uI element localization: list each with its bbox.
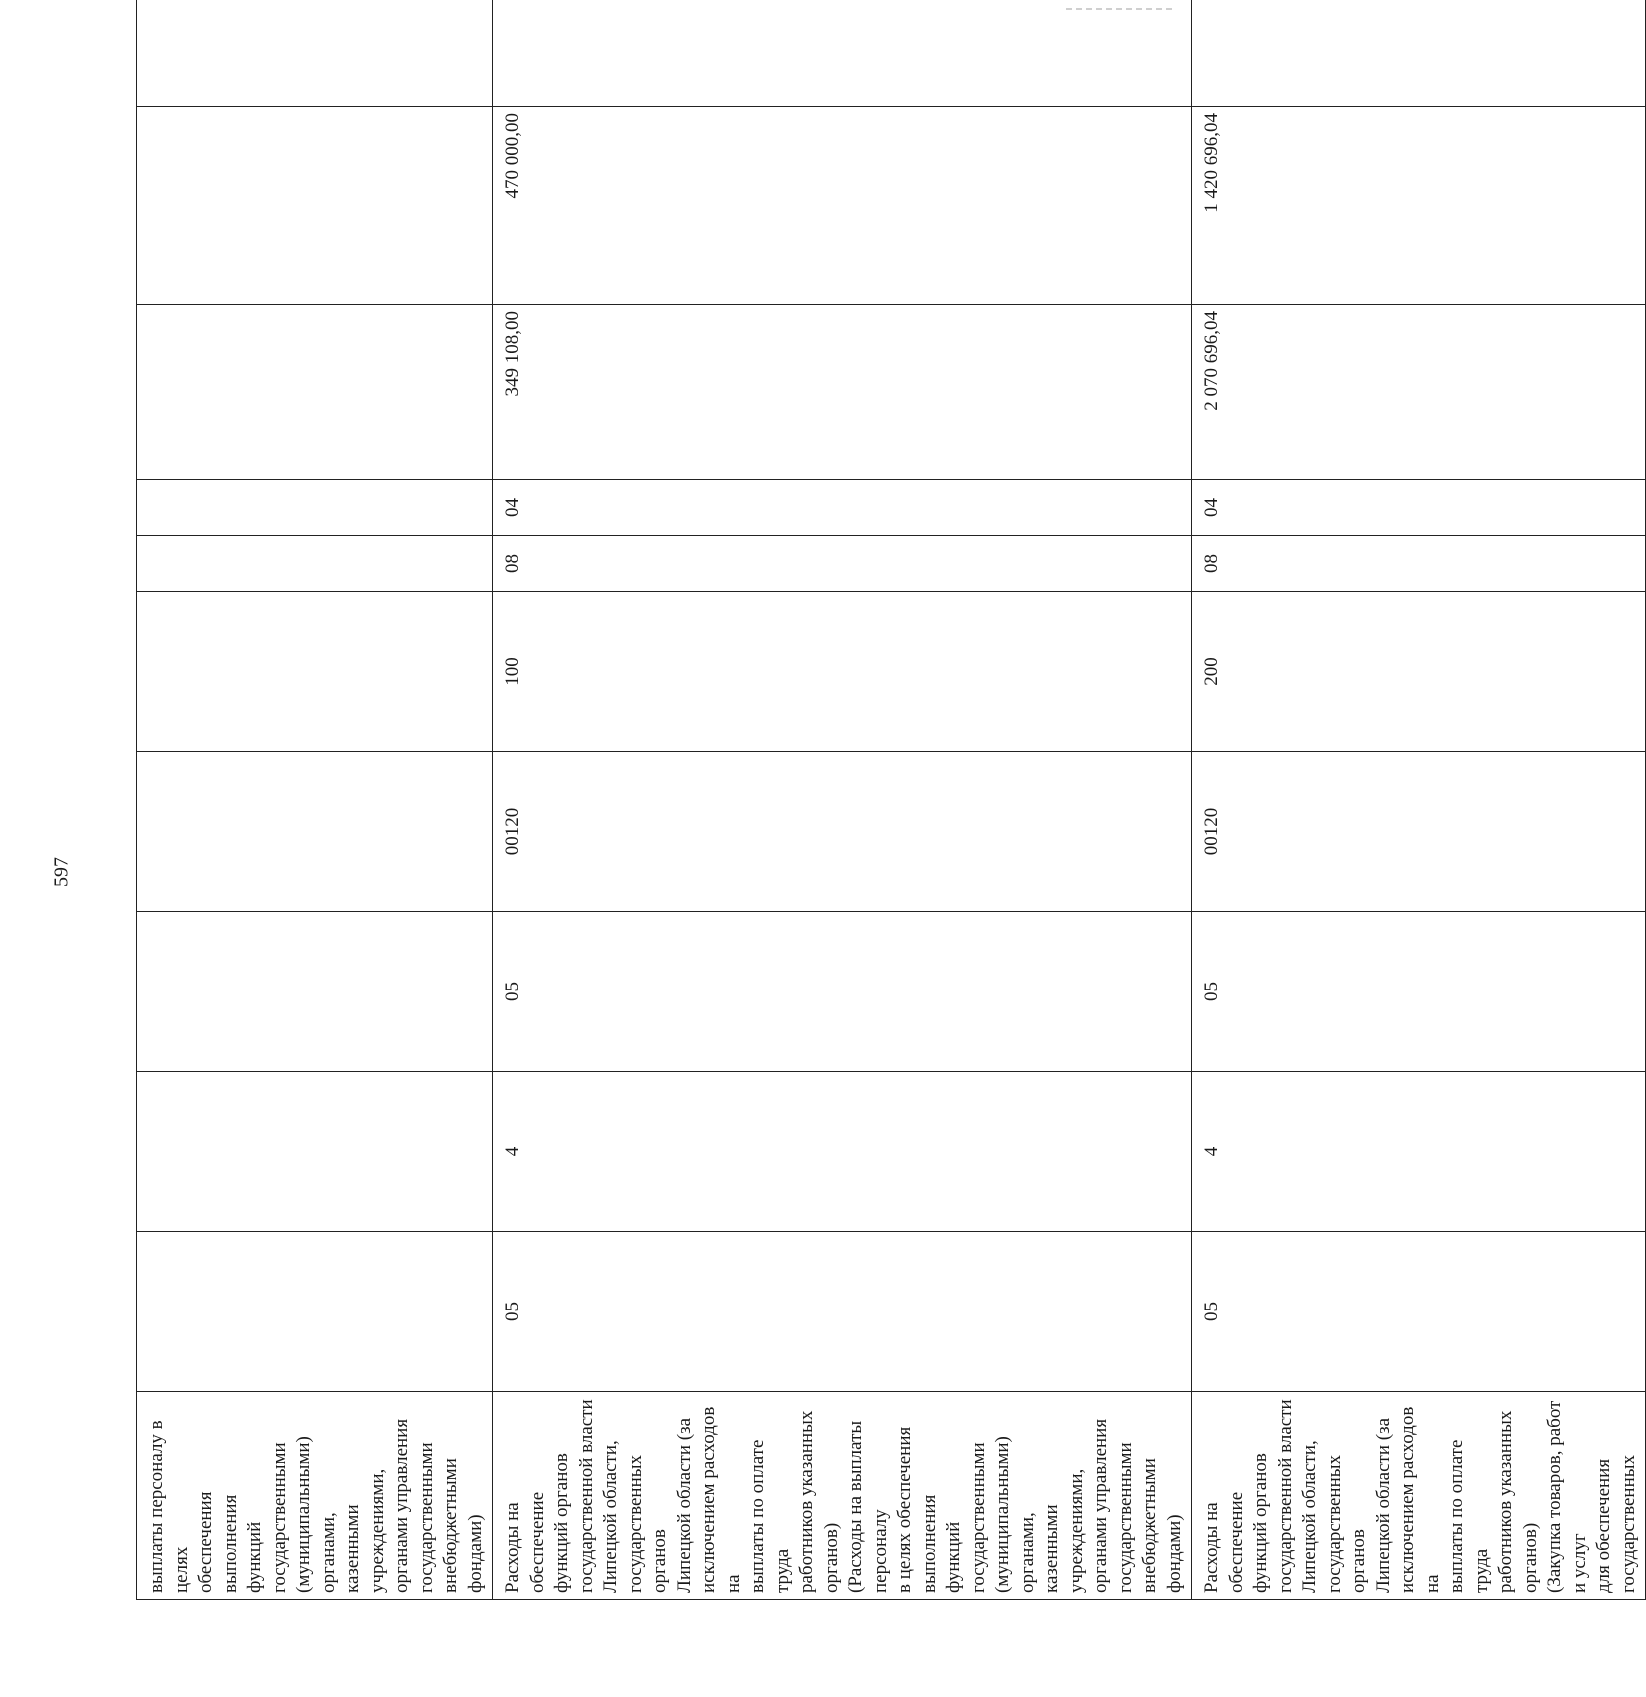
cell-amount-3: [1192, 0, 1646, 107]
cell-code-7: 04: [493, 480, 1192, 536]
cell-amount-1: 349 108,00: [493, 305, 1192, 480]
cell-amount-3: [137, 0, 493, 107]
cell-code-4: 00120: [1192, 752, 1646, 912]
cell-amount-2: 1 420 696,04: [1192, 107, 1646, 305]
cell-amount-1: 2 070 696,04: [1192, 305, 1646, 480]
table-row: [1192, 0, 1646, 1600]
cell-code-7: 04: [1192, 480, 1646, 536]
rotated-table-container: [136, 70, 1639, 1600]
row-description: [137, 1392, 493, 1600]
cell-code-3: [137, 912, 493, 1072]
cell-code-1: 05: [493, 1232, 1192, 1392]
cell-code-2: [137, 1072, 493, 1232]
table-row: [137, 0, 493, 1600]
cell-amount-2: [137, 107, 493, 305]
cell-code-7: [137, 480, 493, 536]
cell-code-5: 200: [1192, 592, 1646, 752]
cell-amount-3: [493, 0, 1192, 107]
budget-table: [136, 0, 1646, 1600]
cell-code-6: 08: [493, 536, 1192, 592]
cell-amount-2: 470 000,00: [493, 107, 1192, 305]
row-description: [1192, 1392, 1646, 1600]
cell-code-2: 4: [493, 1072, 1192, 1232]
cell-code-6: 08: [1192, 536, 1646, 592]
cell-code-5: 100: [493, 592, 1192, 752]
table-row: [493, 0, 1192, 1600]
cell-code-4: 00120: [493, 752, 1192, 912]
cell-code-4: [137, 752, 493, 912]
cell-code-1: [137, 1232, 493, 1392]
row-description: [493, 1392, 1192, 1600]
cell-amount-1: [137, 305, 493, 480]
row-description-text: выплаты персоналу в целях обеспечения выполнения функций государственными (муниципальными) органами, казенными учреждениями, органами управления государственными внебюджетными фондами): [146, 1418, 486, 1593]
row-description-text: Расходы на обеспечение функций органов государственной власти Липецкой области, государственных органов Липецкой области (за исключением расходов на выплаты по оплате труда работников указанных органов) (Расходы на выплаты персоналу в целях обеспечения выполнения функций государственными (муниципальными) органами, казенными учреждениями, органами управления государственными внебюджетными фондами): [502, 1399, 1185, 1593]
cell-code-5: [137, 592, 493, 752]
cell-code-6: [137, 536, 493, 592]
cell-code-1: 05: [1192, 1232, 1646, 1392]
page-number: 597: [50, 857, 73, 887]
row-description-text: Расходы на обеспечение функций органов государственной власти Липецкой области, государственных органов Липецкой области (за исключением расходов на выплаты по оплате труда работников указанных органов) (Закупка товаров, работ и услуг для обеспечения государственных: [1201, 1399, 1639, 1593]
cell-code-3: 05: [493, 912, 1192, 1072]
cell-code-2: 4: [1192, 1072, 1646, 1232]
table-frame: [136, 70, 1639, 1600]
cell-code-3: 05: [1192, 912, 1646, 1072]
